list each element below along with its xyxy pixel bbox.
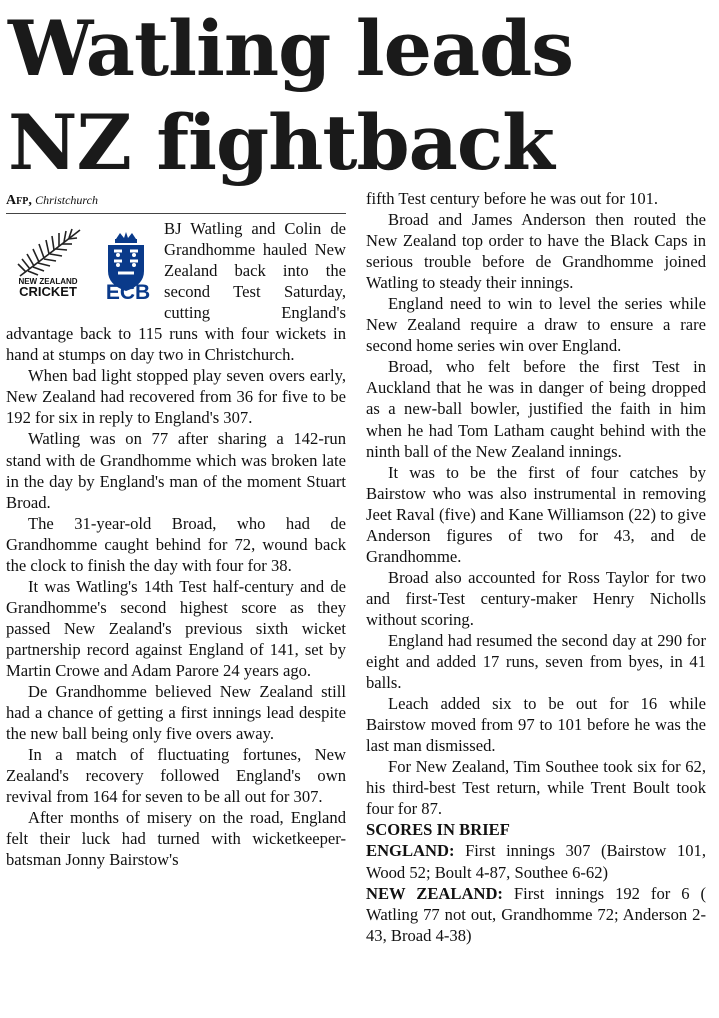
sponsor-logos	[6, 220, 156, 302]
scores-new-zealand	[366, 883, 706, 946]
article-paragraph-continued: After months of misery on the road, England felt their luck had turned with wicketkeeper-batsman Jonny Bairstow's	[6, 808, 346, 870]
article-column-left	[6, 190, 346, 870]
article-paragraph: It was to be the first of four catches by Bairstow who was also instrumental in removing Jeet Raval (five) and Kane Williamson (22) to give Anderson figures of two for 43, and de Grandhomme.	[366, 462, 706, 566]
scores-england	[366, 840, 706, 882]
article-paragraph: De Grandhomme believed New Zealand still had a chance of getting a first innings lead despite the new ball being only five overs away.	[6, 682, 346, 744]
ecb-logo-text: ECB	[105, 281, 151, 304]
headline	[8, 2, 713, 190]
nz-cricket-logo-line-2: CRICKET	[19, 284, 77, 299]
article-paragraph: Broad, who felt before the first Test in Auckland that he was in danger of being dropped as a new-ball bowler, justified the faith in him when he had Tom Latham caught behind with the ninth ball of the New Zealand innings.	[366, 357, 706, 461]
headline-line-2: NZ fightback	[8, 98, 554, 187]
article-paragraph: Broad and James Anderson then routed the New Zealand top order to have the Black Caps in serious trouble before de Grandhomme joined Watling to steady their innings.	[366, 210, 706, 293]
article-paragraph: England had resumed the second day at 290 for eight and added 17 runs, seven from byes, in 41 balls.	[366, 630, 706, 693]
article-paragraph: BJ Watling and Colin de Grandhomme hauled New Zealand back into the second Test Saturday, cutting England's advantage back to 115 runs with four wickets in hand at stumps on day two in Christchurch.	[6, 219, 346, 365]
article-paragraph: The 31-year-old Broad, who had de Grandhomme caught behind for 72, wound back the clock to finish the day with four for 38.	[6, 513, 346, 575]
article-paragraph: England need to win to level the series while New Zealand require a draw to ensure a rare second home series win over England.	[366, 294, 706, 356]
article-paragraph: It was Watling's 14th Test half-century and de Grandhomme's second highest score as they passed New Zealand's previous sixth wicket partnership record against England of 141, set by Martin Crowe and Adam Parore 24 years ago.	[6, 576, 346, 680]
headline-line-1: Watling leads	[8, 4, 574, 93]
article-continuation: fifth Test century before he was out for 101.	[366, 189, 659, 208]
scores-heading: SCORES IN BRIEF	[366, 820, 510, 840]
byline-agency: Afp,	[6, 193, 32, 208]
scores-nz-text: First innings 192 for 6 ( Watling 77 not out, Grandhomme 72; Anderson 2-43, Broad 4-38)	[366, 883, 706, 945]
scores-england-label: ENGLAND:	[366, 841, 455, 861]
article-paragraph: Leach added six to be out for 16 while Bairstow moved from 97 to 101 before he was the last man dismissed.	[366, 694, 706, 756]
byline-place: Christchurch	[35, 193, 98, 207]
article-column-right	[366, 188, 706, 946]
article-paragraph: Watling was on 77 after sharing a 142-run stand with de Grandhomme which was broken late in the day by England's man of the moment Stuart Broad.	[6, 429, 346, 512]
article-paragraph: Broad also accounted for Ross Taylor for two and first-Test century-maker Henry Nicholls without scoring.	[366, 567, 706, 629]
byline	[6, 190, 346, 214]
article-paragraph: When bad light stopped play seven overs early, New Zealand had recovered from 36 for five to be 192 for six in reply to England's 307.	[6, 366, 346, 428]
scores-nz-label: NEW ZEALAND:	[366, 883, 503, 903]
nz-cricket-logo-line-1: NEW ZEALAND	[18, 277, 78, 286]
article-paragraph: For New Zealand, Tim Southee took six for 62, his third-best Test return, while Trent Boult took four for 87.	[366, 757, 706, 819]
article-paragraph: In a match of fluctuating fortunes, New Zealand's recovery followed England's own revival from 164 for seven to be all out for 307.	[6, 745, 346, 807]
scores-england-text: First innings 307 (Bairstow 101, Wood 52; Boult 4-87, Southee 6-62)	[366, 841, 706, 882]
